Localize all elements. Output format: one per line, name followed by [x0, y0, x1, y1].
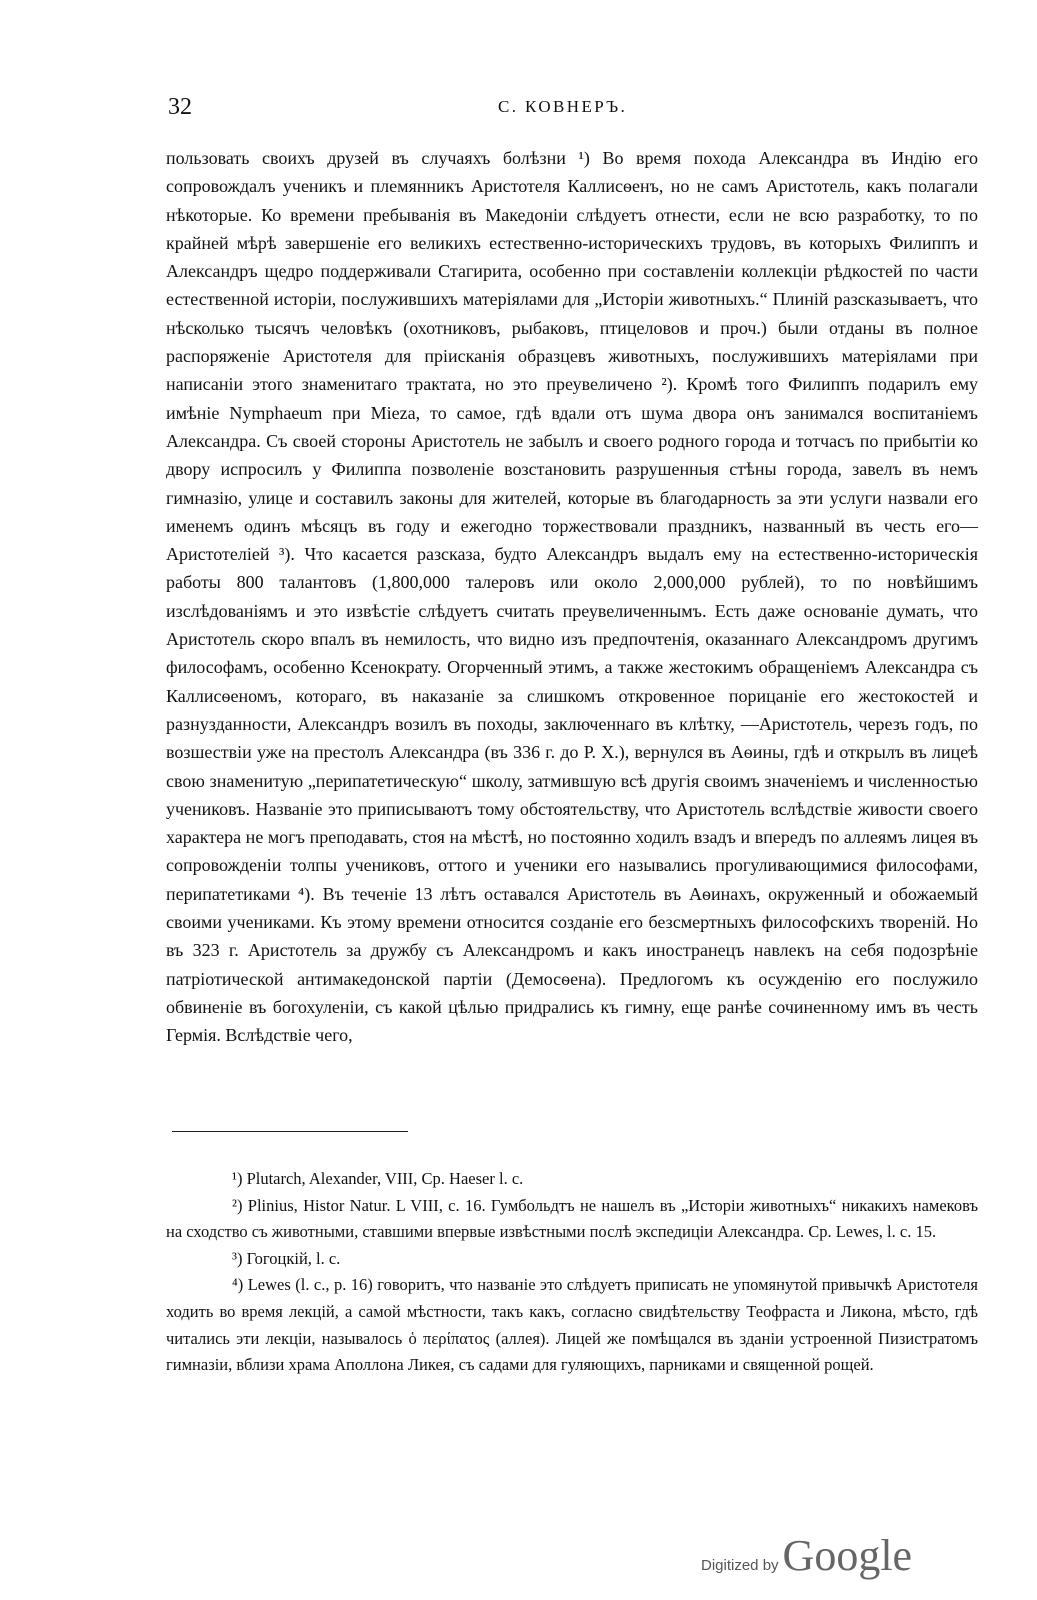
body-text: пользовать своихъ друзей въ случаяхъ болѣзни ¹) Во время похода Александра въ Индію его сопровождалъ ученикъ и племянникъ Аристотеля Каллисѳенъ, но не самъ Аристотель, какъ полагали нѣкоторые. Ко времени пребыванія въ Македоніи слѣдуетъ отнести, если не всю разработку, то по крайней мѣрѣ завершеніе его великихъ естественно-историческихъ трудовъ, въ которыхъ Филиппъ и Александръ щедро поддерживали Стагирита, особенно при составленіи коллекціи рѣдкостей по части естественной исторіи, послужившихъ матеріялами для „Исторіи животныхъ.“ Плиній разсказываетъ, что нѣсколько тысячъ человѣкъ (охотниковъ, рыбаковъ, птицеловов и проч.) были отданы въ полное распоряженіе Аристотеля для пріисканія образцевъ животныхъ, послужившихъ матеріялами при написаніи этого знаменитаго трактата, но это преувеличено ²). Кромѣ того Филиппъ подарилъ ему имѣніе Nymphaeum при Mieza, то самое, гдѣ вдали отъ шума двора онъ занимался воспитаніемъ Александра. Съ своей стороны Аристотель не забылъ и своего родного города и тотчасъ по прибытіи ко двору испросилъ у Филиппа позволеніе возстановить разрушенныя стѣны города, завелъ въ немъ гимназію, улице и составилъ законы для жителей, которые въ благодарность за эти услуги назвали его именемъ одинъ мѣсяцъ въ году и ежегодно торжествовали праздникъ, названный въ честь его—Аристотелiей ³). Что касается разсказа, будто Александръ выдалъ ему на естественно-историческія работы 800 талантовъ (1,800,000 талеровъ или около 2,000,000 рублей), то по новѣйшимъ изслѣдованіямъ и это извѣстіе слѣдуетъ считать преувеличеннымъ. Есть даже основаніе думать, что Аристотель скоро впалъ въ немилость, что видно изъ предпочтенія, оказаннаго Александромъ другимъ философамъ, особенно Ксенократу. Огорченный этимъ, а также жестокимъ обращеніемъ Александра съ Каллисѳеномъ, котораго, въ наказаніе за слишкомъ откровенное порицаніе его жестокостей и разнузданности, Александръ возилъ въ походы, заключеннаго въ клѣтку, —Аристотель, черезъ годъ, по возшествіи уже на престолъ Александра (въ 336 г. до Р. Х.), вернулся въ Аѳины, гдѣ и открылъ въ лицеѣ свою знаменитую „перипатетическую“ школу, затмившую всѣ другія своимъ значеніемъ и численностью учениковъ. Названіе это приписываютъ тому обстоятельству, что Аристотель вслѣдствіе живости своего характера не могъ преподавать, стоя на мѣстѣ, но постоянно ходилъ взадъ и впередъ по аллеямъ лицея въ сопровожденіи толпы учениковъ, оттого и ученики его назывались прогуливающимися философами, перипатетиками ⁴). Въ теченіе 13 лѣтъ оставался Аристотель въ Аѳинахъ, окруженный и обожаемый своими учениками. Къ этому времени относится созданіе его безсмертныхъ философскихъ твореній. Но въ 323 г. Аристотель за дружбу съ Александромъ и какъ иностранецъ навлекъ на себя подозрѣніе патріотической антимакедонской партіи (Демосѳена). Предлогомъ къ осужденію его послужило обвиненіе въ богохуленіи, съ какой цѣлью придрались къ гимну, еще ранѣе сочиненному имъ въ честь Гермія. Вслѣдствіе чего, [166, 148, 978, 1046]
footnote-2: ²) Plinius, Histor Natur. L VIII, c. 16. Гумбольдтъ не нашелъ въ „Исторіи животныхъ“ никакихъ намековъ на сходство съ животными, ставшими впервые извѣстными послѣ экспедиціи Александра. Cp. Lewes, l. c. 15. [166, 1195, 978, 1242]
page-number: 32 [168, 94, 192, 120]
watermark-prefix: Digitized by [701, 1557, 779, 1574]
running-header: С. КОВНЕРЪ. [498, 97, 628, 116]
footnote-1: ¹) Plutarch, Alexander, VIII, Cp. Haeser l. c. [232, 1169, 524, 1188]
google-logo: Google [782, 1531, 913, 1580]
footnote-rule [172, 1131, 408, 1132]
footnote-3: ³) Гогоцкій, l. c. [232, 1248, 341, 1268]
digitized-watermark [701, 1530, 912, 1581]
footnotes [166, 1166, 978, 1379]
footnote-4: ⁴) Lewes (l. c., p. 16) говоритъ, что названіе это слѣдуетъ приписать не упомянутой привычкѣ Аристотеля ходить во время лекцій, а самой мѣстности, такъ какъ, согласно свидѣтельству Теофраста и Ликона, мѣсто, гдѣ читались эти лекціи, называлось ὁ περίπατος (аллея). Лицей же помѣщался въ зданіи устроенной Пизистратомъ гимназіи, вблизи храма Аполлона Ликея, съ садами для гуляющихъ, парниками и священной рощей. [166, 1275, 978, 1375]
